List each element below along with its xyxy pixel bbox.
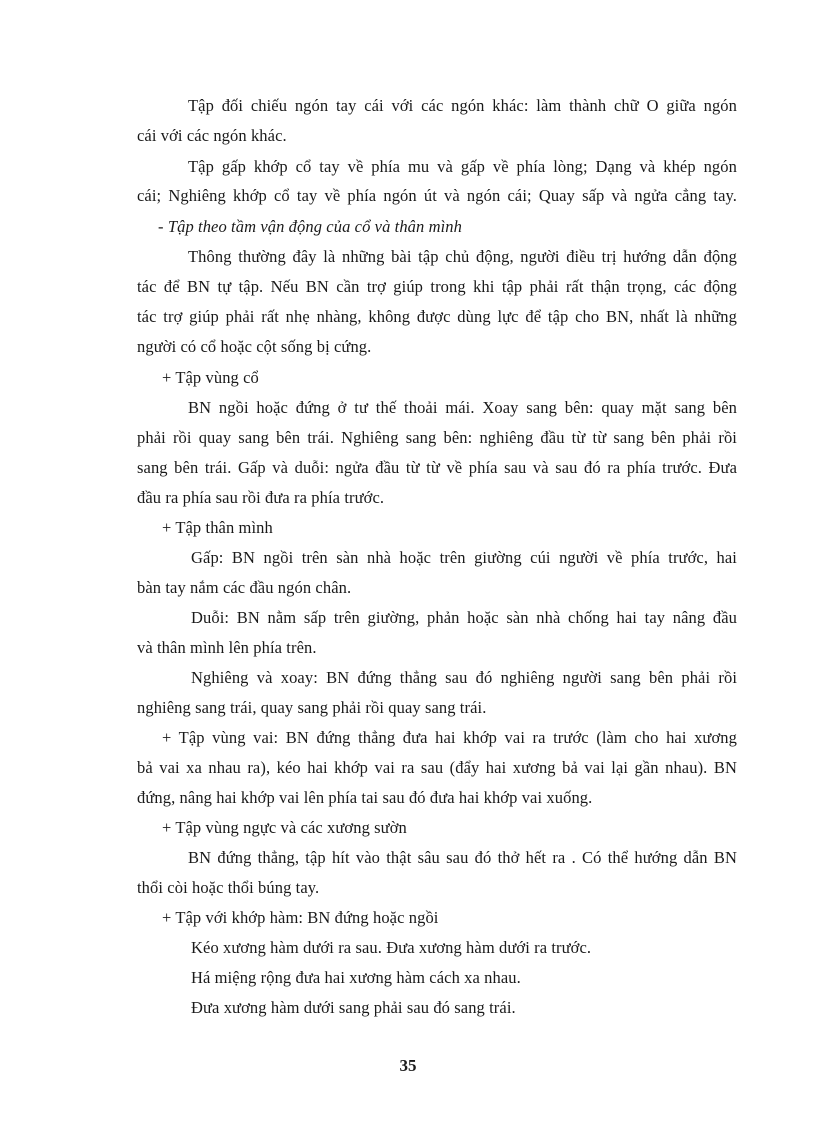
subsection-heading: + Tập thân mình <box>162 518 273 537</box>
text-line: BN ngồi hoặc đứng ở tư thế thoải mái. Xoay sang bên: quay mặt sang bên <box>188 398 737 417</box>
text-line: Tập đối chiếu ngón tay cái với các ngón khác: làm thành chữ O giữa ngón <box>188 96 737 115</box>
text-line: và thân mình lên phía trên. <box>137 638 317 657</box>
subsection-heading: + Tập với khớp hàm: BN đứng hoặc ngồi <box>162 908 439 927</box>
text-line: cái với các ngón khác. <box>137 126 287 145</box>
text-line: + Tập vùng vai: BN đứng thẳng đưa hai khớp vai ra trước (làm cho hai xương <box>162 728 737 747</box>
text-line: cái; Nghiêng khớp cổ tay về phía ngón út và ngón cái; Quay sấp và ngửa cẳng tay. <box>137 186 737 205</box>
text-line: sang bên trái. Gấp và duỗi: ngửa đầu từ từ về phía sau và sau đó ra phía trước. Đưa <box>137 458 737 477</box>
text-line: Há miệng rộng đưa hai xương hàm cách xa nhau. <box>191 968 521 987</box>
page-number: 35 <box>399 1056 417 1075</box>
text-line: BN đứng thẳng, tập hít vào thật sâu sau đó thở hết ra . Có thể hướng dẫn BN <box>188 848 737 867</box>
text-line: Nghiêng và xoay: BN đứng thẳng sau đó nghiêng người sang bên phải rồi <box>191 668 737 687</box>
text-line: bả vai xa nhau ra), kéo hai khớp vai ra sau (đẩy hai xương bả vai lại gần nhau). BN <box>137 758 737 777</box>
text-line: Gấp: BN ngồi trên sàn nhà hoặc trên giường cúi người về phía trước, hai <box>191 548 737 567</box>
text-line: Duỗi: BN nằm sấp trên giường, phản hoặc sàn nhà chống hai tay nâng đầu <box>191 608 737 627</box>
text-line: tác trợ giúp phải rất nhẹ nhàng, không được dùng lực để tập cho BN, nhất là những <box>137 307 737 326</box>
text-line: Kéo xương hàm dưới ra sau. Đưa xương hàm dưới ra trước. <box>191 938 592 957</box>
text-line: tác để BN tự tập. Nếu BN cần trợ giúp trong khi tập phải rất thận trọng, các động <box>137 277 737 296</box>
text-line: thổi còi hoặc thổi búng tay. <box>137 878 320 897</box>
text-line: Tập gấp khớp cổ tay về phía mu và gấp về phía lòng; Dạng và khép ngón <box>188 157 737 176</box>
text-line: bàn tay nắm các đầu ngón chân. <box>137 578 352 597</box>
text-line: Thông thường đây là những bài tập chủ động, người điều trị hướng dẫn động <box>188 247 737 266</box>
subsection-heading: + Tập vùng ngực và các xương sườn <box>162 818 407 837</box>
text-line: đứng, nâng hai khớp vai lên phía tai sau đó đưa hai khớp vai xuống. <box>137 788 593 807</box>
text-line: người có cổ hoặc cột sống bị cứng. <box>137 337 372 356</box>
text-line: nghiêng sang trái, quay sang phải rồi quay sang trái. <box>137 698 487 717</box>
text-line: đầu ra phía sau rồi đưa ra phía trước. <box>137 488 385 507</box>
section-heading: - Tập theo tầm vận động của cổ và thân mình <box>158 217 463 236</box>
text-line: Đưa xương hàm dưới sang phải sau đó sang trái. <box>191 998 516 1017</box>
text-line: phải rồi quay sang bên trái. Nghiêng sang bên: nghiêng đầu từ từ sang bên phải rồi <box>137 428 737 447</box>
subsection-heading: + Tập vùng cổ <box>162 368 259 387</box>
